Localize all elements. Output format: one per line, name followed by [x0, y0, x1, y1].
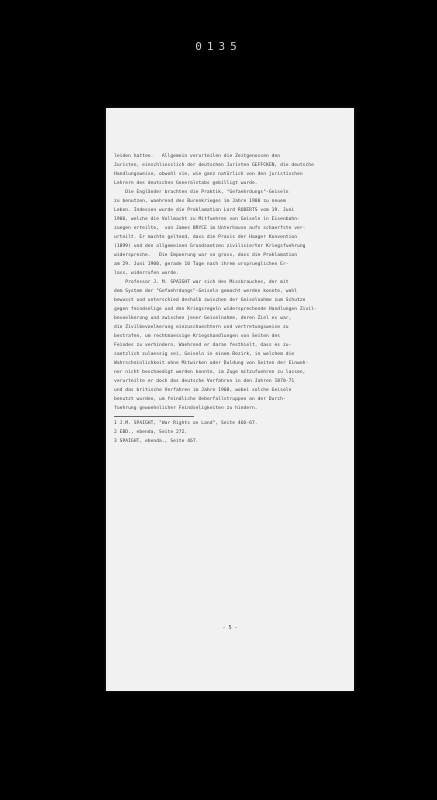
footnote: 2 EBD., ebenda, Seite 272. — [114, 429, 188, 435]
text-line: bewusst und unterschied deshalb zwischen der Geiselnahme zum Schutze — [114, 298, 306, 303]
text-line: Leben. Indessen wurde die Proklamation Lord ROBERTS vom 19. Juni — [114, 208, 295, 213]
text-line: die Zivilbevoelkerung einzuschuechtern und vertretungsweise zu — [114, 325, 289, 330]
text-line: (1899) und den allgemeinen Grundsaetzen zivilisierter Kriegsfuehrung — [114, 244, 306, 249]
text-line: 1900, welche die Vollmacht zu Mitfuehren von Geiseln in Eisenbahn- — [114, 217, 300, 222]
text-line: Handlungsweise, obwohl sie, wie ganz natürlich von den juristischen — [114, 172, 303, 177]
footnotes — [114, 419, 350, 446]
para-2 — [114, 188, 350, 278]
text-line: widerspreche. Die Empoerung war so gross, dass die Proklamation — [114, 253, 298, 258]
text-line: Juristen, einschliesslich der deutschen Juristen GEFFCKEN, die deutsche — [114, 163, 314, 168]
text-line: benutzt wurden, um feindliche Ueberfallstruppen an der Durch- — [114, 397, 286, 402]
text-line: ner nicht beschaedigt werden konnte, im Zuge mitzufuehren zu lassen, — [114, 370, 306, 375]
text-line: Wahrscheinlichkeit ohne Mitwirken oder Duldung von Seiten der Einwoh- — [114, 361, 309, 366]
text-line: Feindes zu verhindern. Waehrend er daran festhielt, dass es zu- — [114, 343, 292, 348]
footnote: 3 SPAIGHT, ebenda., Seite 467. — [114, 438, 199, 444]
text-line: leiden hatten. Allgemein verurteilen die Zeitgenossen den — [114, 154, 281, 159]
text-line: lass, widerrufen wurde. — [114, 271, 179, 276]
text-line: bestrafen, um rechtmaessige Kriegshandlungen von Seiten des — [114, 334, 281, 339]
footnote-divider — [114, 416, 194, 417]
text-line: gegen feindselige und den Kriegsregeln widersprechende Handlungen Zivil- — [114, 307, 317, 312]
document-body — [114, 152, 350, 446]
text-line: fuehrung gewoehnlicher Feindseligkeiten zu hindern. — [114, 406, 258, 411]
text-line: verurteilte er doch das deutsche Verfahren in den Jahren 1870-71 — [114, 379, 295, 384]
text-line: saetzlich zulaessig sei, Geiseln in einem Bezirk, in welchem die — [114, 352, 295, 357]
document-page — [106, 108, 354, 691]
text-line: bevoelkerung und zwischen jener Geiselnahme, deren Ziel es war, — [114, 316, 292, 321]
page-number: - 5 - — [222, 625, 238, 631]
text-line: zu benutzen, waehrend des Burenkrieges im Jahre 1900 zu neuem — [114, 199, 286, 204]
text-line: Lehrern des deutschen Generalstabs gebilligt wurde. — [114, 181, 258, 186]
microfilm-frame-number: 0135 — [195, 40, 242, 53]
text-line: zuegen erteilte, von James BRYCE im Unterhause aufs schaerfste ver- — [114, 226, 306, 231]
text-line: dem System der "Gefaehrdungs"-Geiseln gemacht werden konnte, wohl — [114, 289, 298, 294]
text-line: am 29. Juni 1900, gerade 10 Tage nach ihrem ursprueglichen Er- — [114, 262, 289, 267]
footnote: 1 J.M. SPAIGHT, "War Rights on Land", Seite 466-67. — [114, 420, 258, 426]
text-line: urteilt. Er machte geltend, dass die Praxis der Haager Konvention — [114, 235, 298, 240]
text-line: Professor J. M. SPAIGHT war sich des Missbrauches, der mit — [114, 280, 289, 285]
text-line: Die Engländer brachten die Praktik, "Gefaehrdungs"-Geiseln — [114, 190, 289, 195]
text-line: und das britische Verfahren im Jahre 1900, wobei solche Geiseln — [114, 388, 292, 393]
para-1 — [114, 152, 350, 188]
para-3 — [114, 278, 350, 413]
